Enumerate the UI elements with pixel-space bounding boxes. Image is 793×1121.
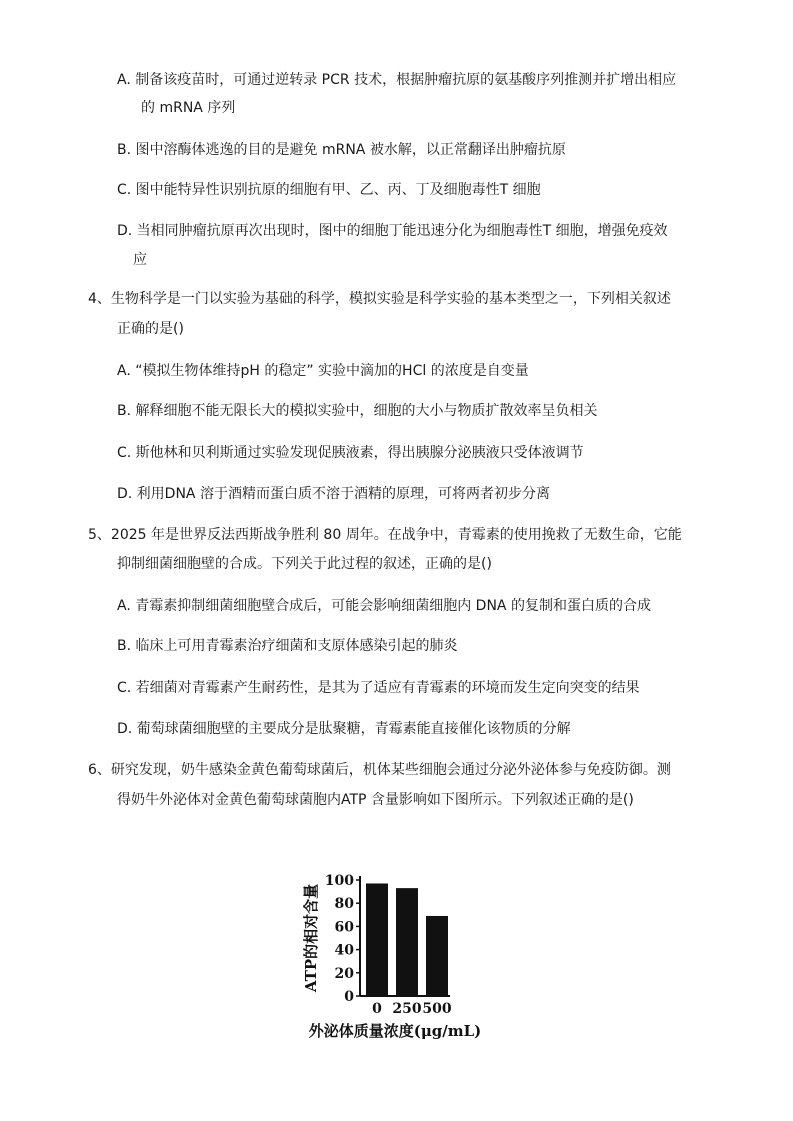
bar xyxy=(426,916,448,996)
x-tick-label: 250 xyxy=(392,1001,422,1017)
q3-option-b: B. 图中溶酶体逃逸的目的是避免 mRNA 被水解，以正常翻译出肿瘤抗原 xyxy=(117,142,566,158)
q5-option-d: D. 葡萄球菌细胞壁的主要成分是肽聚糖，青霉素能直接催化该物质的分解 xyxy=(117,721,571,737)
y-tick-label: 80 xyxy=(334,896,354,913)
x-tick-label: 0 xyxy=(372,1001,382,1017)
q4-option-a: A. “模拟生物体维持pH 的稳定” 实验中滴加的HCl 的浓度是自变量 xyxy=(117,363,529,379)
bar xyxy=(366,883,388,996)
q3-option-c: C. 图中能特异性识别抗原的细胞有甲、乙、丙、丁及细胞毒性T 细胞 xyxy=(117,182,541,198)
y-axis-label: ATP的相对含量 xyxy=(302,883,320,993)
q3-option-d-line1: D. 当相同肿瘤抗原再次出现时，图中的细胞丁能迅速分化为细胞毒性T 细胞，增强免疫效 xyxy=(117,223,668,239)
q5-option-c: C. 若细菌对青霉素产生耐药性，是其为了适应有青霉素的环境而发生定向突变的结果 xyxy=(117,680,640,696)
q3-option-d-line2: 应 xyxy=(133,252,147,268)
x-axis-label: 外泌体质量浓度(μg/mL) xyxy=(308,1022,482,1040)
x-tick-label: 500 xyxy=(422,1001,452,1017)
q3-option-a-line1: A. 制备该疫苗时，可通过逆转录 PCR 技术，根据肿瘤抗原的氨基酸序列推测并扩增出相应 xyxy=(117,72,677,88)
q5-option-b: B. 临床上可用青霉素治疗细菌和支原体感染引起的肺炎 xyxy=(117,638,458,654)
q5-option-a: A. 青霉素抑制细菌细胞壁合成后，可能会影响细菌细胞内 DNA 的复制和蛋白质的合成 xyxy=(117,598,651,614)
q4-option-b: B. 解释细胞不能无限长大的模拟实验中，细胞的大小与物质扩散效率呈负相关 xyxy=(117,403,598,419)
bar xyxy=(396,888,418,996)
q6-stem-line2: 得奶牛外泌体对金黄色葡萄球菌胞内ATP 含量影响如下图所示。下列叙述正确的是() xyxy=(117,792,634,808)
q3-option-a-line2: 的 mRNA 序列 xyxy=(141,100,236,116)
q4-option-d: D. 利用DNA 溶于酒精而蛋白质不溶于酒精的原理，可将两者初步分离 xyxy=(117,486,550,502)
q5-stem-line2: 抑制细菌细胞壁的合成。下列关于此过程的叙述，正确的是() xyxy=(117,556,492,572)
q4-stem-line2: 正确的是() xyxy=(117,321,184,337)
q5-stem-line1: 5、2025 年是世界反法西斯战争胜利 80 周年。在战争中，青霉素的使用挽救了无数生命，它能 xyxy=(88,527,682,543)
q6-stem-line1: 6、研究发现，奶牛感染金黄色葡萄球菌后，机体某些细胞会通过分泌外泌体参与免疫防御。测 xyxy=(88,762,671,778)
atp-bar-chart xyxy=(290,862,530,1042)
y-tick-label: 40 xyxy=(334,942,354,959)
q4-stem-line1: 4、生物科学是一门以实验为基础的科学，模拟实验是科学实验的基本类型之一，下列相关叙述 xyxy=(88,291,671,307)
y-tick-label: 0 xyxy=(344,989,354,1005)
q4-option-c: C. 斯他林和贝利斯通过实验发现促胰液素，得出胰腺分泌胰液只受体液调节 xyxy=(117,445,584,461)
y-tick-label: 100 xyxy=(324,873,354,889)
y-tick-label: 60 xyxy=(334,919,354,936)
chart-svg xyxy=(290,862,530,1042)
y-tick-label: 20 xyxy=(334,965,354,982)
